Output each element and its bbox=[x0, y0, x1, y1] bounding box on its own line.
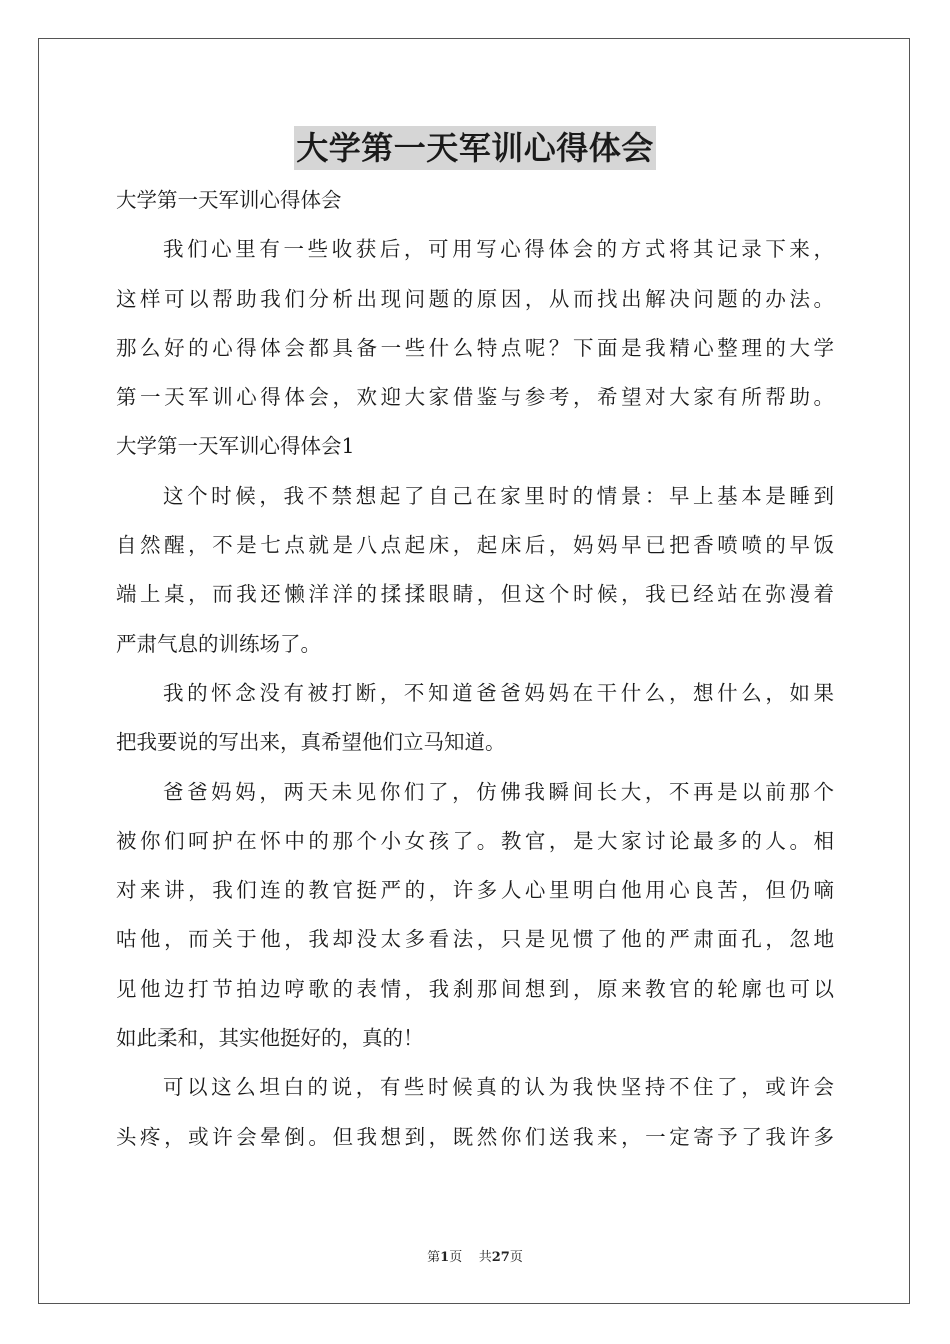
paragraph-line: 咕他，而关于他，我却没太多看法，只是见惯了他的严肃面孔，忽地 bbox=[116, 927, 834, 952]
paragraph-line: 把我要说的写出来，真希望他们立马知道。 bbox=[116, 730, 506, 755]
document-body bbox=[116, 176, 834, 1162]
title-wrap bbox=[0, 126, 950, 170]
footer-page-prefix: 第 bbox=[427, 1250, 441, 1265]
paragraph-line: 这个时候，我不禁想起了自己在家里时的情景：早上基本是睡到 bbox=[163, 483, 834, 508]
paragraph-line: 如此柔和，其实他挺好的，真的！ bbox=[116, 1026, 424, 1051]
document-title: 大学第一天军训心得体会 bbox=[294, 126, 656, 170]
subtitle-line: 大学第一天军训心得体会 bbox=[116, 188, 342, 212]
footer-page-suffix: 页 bbox=[449, 1250, 463, 1265]
paragraph-line: 被你们呵护在怀中的那个小女孩了。教官，是大家讨论最多的人。相 bbox=[116, 828, 834, 853]
paragraph-line: 严肃气息的训练场了。 bbox=[116, 631, 321, 656]
paragraph-line: 这样可以帮助我们分析出现问题的原因，从而找出解决问题的办法。 bbox=[116, 286, 834, 311]
paragraph-line: 端上桌，而我还懒洋洋的揉揉眼睛，但这个时候，我已经站在弥漫着 bbox=[116, 582, 834, 607]
section-heading-line: 大学第一天军训心得体会1 bbox=[116, 434, 355, 459]
footer-total-pages: 27 bbox=[491, 1250, 510, 1265]
paragraph-line: 我的怀念没有被打断，不知道爸爸妈妈在干什么，想什么，如果 bbox=[163, 680, 834, 705]
page-footer bbox=[0, 1246, 950, 1265]
paragraph-line: 见他边打节拍边哼歌的表情，我刹那间想到，原来教官的轮廓也可以 bbox=[116, 976, 834, 1001]
footer-total-prefix: 共 bbox=[478, 1250, 492, 1265]
paragraph-line: 爸爸妈妈，两天未见你们了，仿佛我瞬间长大，不再是以前那个 bbox=[163, 779, 834, 804]
footer-total-suffix: 页 bbox=[509, 1250, 523, 1265]
paragraph-line: 第一天军训心得体会，欢迎大家借鉴与参考，希望对大家有所帮助。 bbox=[116, 385, 834, 410]
paragraph-line: 我们心里有一些收获后，可用写心得体会的方式将其记录下来， bbox=[163, 237, 834, 262]
paragraph-line: 可以这么坦白的说，有些时候真的认为我快坚持不住了，或许会 bbox=[163, 1075, 834, 1100]
paragraph-line: 对来讲，我们连的教官挺严的，许多人心里明白他用心良苦，但仍嘀 bbox=[116, 878, 834, 903]
paragraph-line: 头疼，或许会晕倒。但我想到，既然你们送我来，一定寄予了我许多 bbox=[116, 1124, 834, 1149]
paragraph-line: 那么好的心得体会都具备一些什么特点呢？下面是我精心整理的大学 bbox=[116, 335, 834, 360]
footer-page-number: 1 bbox=[440, 1250, 450, 1265]
paragraph-line: 自然醒，不是七点就是八点起床，起床后，妈妈早已把香喷喷的早饭 bbox=[116, 533, 834, 558]
